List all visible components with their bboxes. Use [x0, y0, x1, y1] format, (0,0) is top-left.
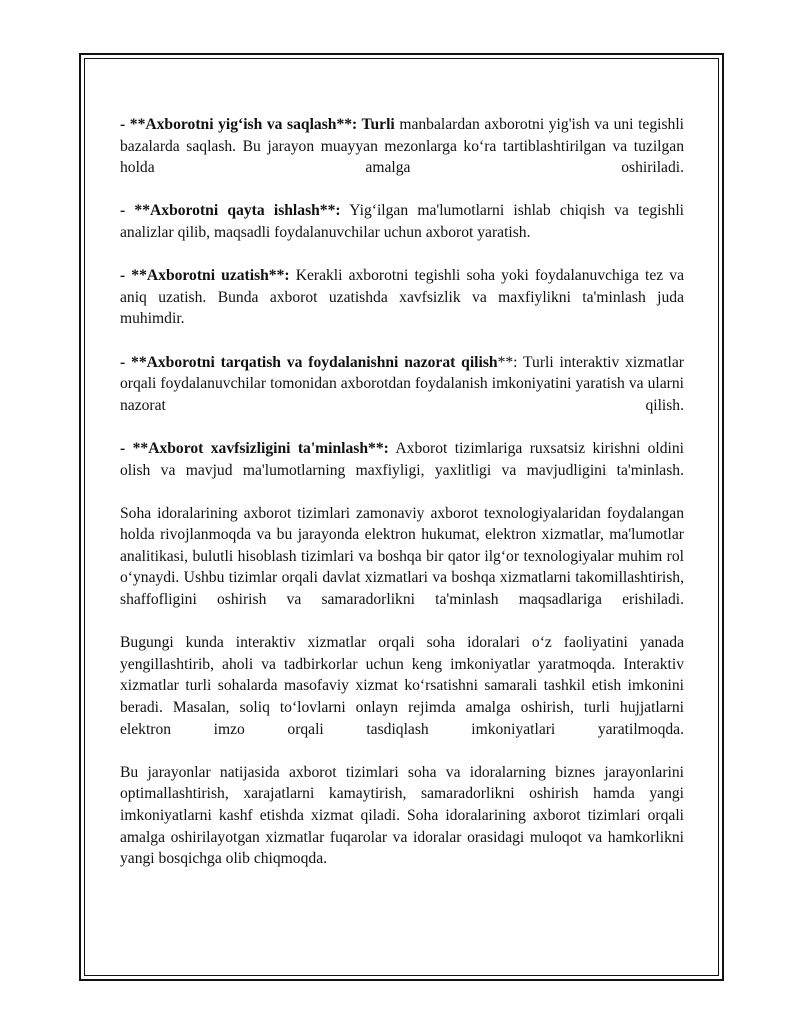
- paragraph-text: Axborot tizimlariga ruxsatsiz kirishni oldini olish va mavjud ma'lumotlarning maxfiyligi, yaxlitligi va mavjudligini ta'minlash.: [120, 439, 684, 479]
- paragraph-interactive-services: [120, 632, 684, 740]
- paragraph-business-processes: [120, 762, 684, 870]
- paragraph-text: Bugungi kunda interaktiv xizmatlar orqali soha idoralari o‘z faoliyatini yanada yengillashtirib, aholi va tadbirkorlar uchun keng imkoniyatlar yaratmoqda. Interaktiv xizmatlar turli sohalarda masofaviy xizmat ko‘rsatishni samarali tashkil etish imkonini beradi. Masalan, soliq to‘lovlarni onlayn rejimda amalga oshirish, turli hujjatlarni elektron imzo orqali tasdiqlash imkoniyatlari yaratilmoqda.: [120, 634, 684, 738]
- paragraph-bold-lead: - **Axborot xavfsizligini ta'minlash**:: [120, 439, 389, 457]
- paragraph-text: Bu jarayonlar natijasida axborot tizimlari soha va idoralarning biznes jarayonlarini optimallashtirish, xarajatlarni kamaytirish, samaradorlikni oshirish hamda yangi imkoniyatlarni kashf etishda xizmat qiladi. Soha idoralarining axborot tizimlari orqali amalga oshirilayotgan xizmatlar fuqarolar va idoralar orasidagi muloqot va hamkorlikni yangi bosqichga olib chiqmoqda.: [120, 763, 684, 868]
- paragraph-bold-lead: - **Axborotni yig‘ish va saqlash**: Turli: [120, 116, 395, 133]
- paragraph-text: Soha idoralarining axborot tizimlari zamonaviy axborot texnologiyalaridan foydalangan holda rivojlanmoqda va bu jarayonda elektron hukumat, elektron xizmatlar, ma'lumotlar analitikasi, bulutli hisoblash tizimlari va boshqa bir qator ilg‘or texnologiyalar muhim rol o‘ynaydi. Ushbu tizimlar orqali davlat xizmatlari va boshqa xizmatlarni takomillashtirish, shaffofligini oshirish va samaradorlikni ta'minlash maqsadlariga erishiladi.: [120, 504, 684, 609]
- paragraph-processing: [120, 200, 684, 243]
- paragraph-modern-technologies: [120, 503, 684, 611]
- paragraph-text: **: Turli interaktiv xizmatlar orqali foydalanuvchilar tomonidan axborotdan foydalanish imkoniyatini yaratish va ularni nazorat qilish.: [120, 353, 684, 414]
- paragraph-text: Yig‘ilgan ma'lumotlarni ishlab chiqish va tegishli analizlar qilib, maqsadli foydalanuvchilar uchun axborot yaratish.: [120, 202, 684, 241]
- paragraph-transmission: [120, 265, 684, 330]
- paragraph-bold-lead: - **Axborotni uzatish**:: [120, 267, 290, 285]
- paragraph-distribution-control: [120, 352, 684, 417]
- document-body: [120, 114, 684, 891]
- paragraph-text: manbalardan axborotni yig'ish va uni tegishli bazalarda saqlash. Bu jarayon muayyan mezonlarga ko‘ra tartiblashtirilgan va tuzilgan holda amalga oshiriladi.: [120, 116, 684, 177]
- paragraph-security: [120, 438, 684, 481]
- paragraph-collect-store: [120, 114, 684, 179]
- paragraph-bold-lead: - **Axborotni qayta ishlash**:: [120, 202, 341, 220]
- paragraph-text: Kerakli axborotni tegishli soha yoki foydalanuvchiga tez va aniq uzatish. Bunda axborot uzatishda xavfsizlik va maxfiylikni ta'minlash juda muhimdir.: [120, 267, 684, 328]
- paragraph-bold-lead: - **Axborotni tarqatish va foydalanishni nazorat qilish: [120, 353, 498, 371]
